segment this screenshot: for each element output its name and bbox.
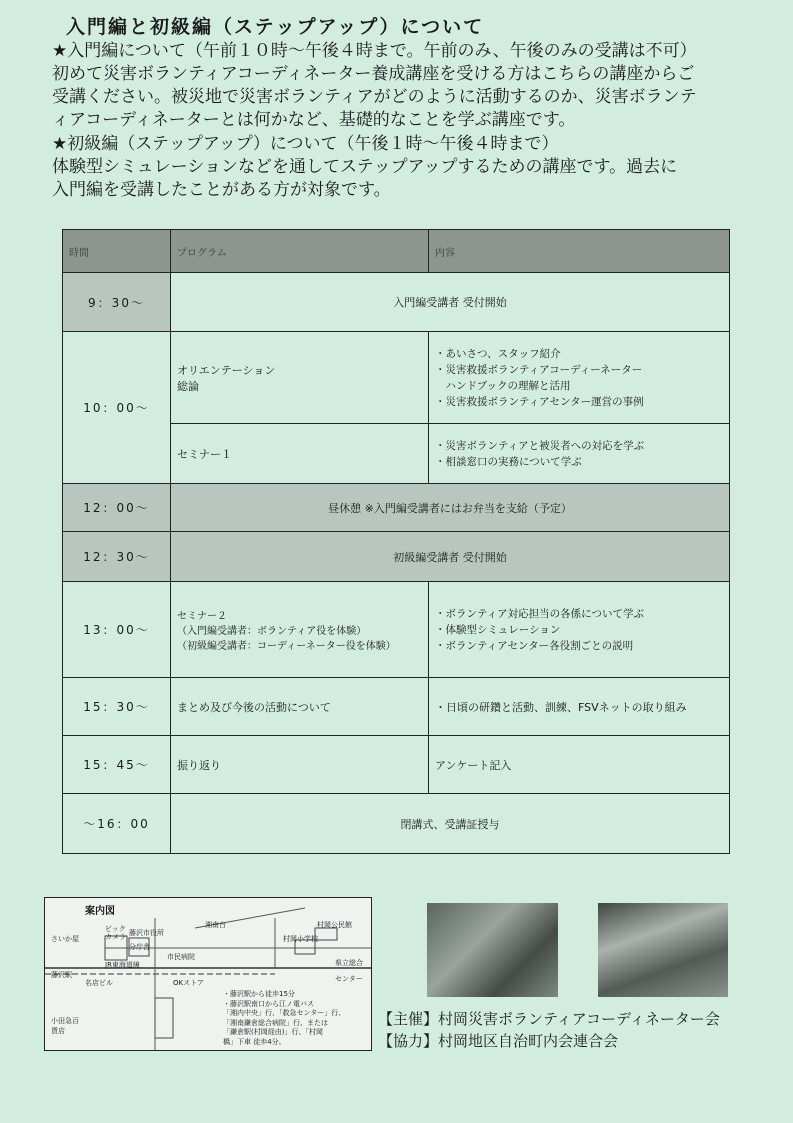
basic-course-text: 初めて災害ボランティアコーディネーター養成講座を受ける方はこちらの講座からご — [52, 64, 695, 84]
map-label: OKストア — [173, 979, 204, 987]
row-program: まとめ及び今後の活動について — [171, 678, 429, 736]
table-row — [63, 582, 730, 678]
map-label: 名店ビル — [85, 979, 113, 987]
basic-course-text: ィアコーディネーターとは何かなど、基礎的なことを学ぶ講座です。 — [52, 110, 576, 130]
row-time: 15：30～ — [63, 678, 171, 736]
basic-course-heading: ★入門編について（午前１０時～午後４時まで。午前のみ、午後のみの受講は不可） — [52, 41, 697, 61]
map-label: 県立総合 — [335, 959, 363, 967]
row-content — [429, 582, 730, 678]
map-label: さいか屋 — [51, 935, 79, 943]
content-item: ・ボランティア対応担当の各係について学ぶ — [435, 607, 644, 620]
row-time: 15：45～ — [63, 736, 171, 794]
program-line: 総論 — [177, 379, 199, 393]
table-row — [63, 484, 730, 532]
content-item: ・災害ボランティアと被災者への対応を学ぶ — [435, 439, 645, 452]
content-item: ・あいさつ、スタッフ紹介 — [435, 347, 561, 360]
row-content: アンケート記入 — [429, 736, 730, 794]
step-course-text: 体験型シミュレーションなどを通してステップアップするための講座です。過去に — [52, 157, 678, 177]
map-label: ビック — [105, 925, 126, 933]
map-label: センター — [335, 975, 363, 983]
program-line: （入門編受講者：ボランティア役を体験） — [177, 626, 367, 637]
map-label: 市民病院 — [167, 953, 195, 961]
map-label: 湘南台 — [205, 921, 226, 929]
map-directions — [223, 990, 369, 1047]
seminar-photo-1 — [427, 903, 558, 997]
content-item: ・災害救援ボランティアセンター運営の事例 — [435, 395, 644, 408]
row-time: 9：30～ — [63, 273, 171, 332]
seminar-photo-2 — [598, 903, 728, 997]
table-row — [63, 273, 730, 332]
content-item: ・災害救援ボランティアコーディーネーター — [435, 363, 643, 376]
content-item: ハンドブックの理解と活用 — [435, 379, 571, 392]
schedule-table — [62, 229, 730, 854]
map-title: 案内図 — [85, 906, 115, 917]
row-merged: 入門編受講者 受付開始 — [171, 273, 730, 332]
step-course-text: 入門編を受講したことがある方が対象です。 — [52, 180, 391, 200]
map-note: 橋」下車 徒歩4分。 — [223, 1037, 286, 1046]
header-content: 内容 — [429, 230, 730, 273]
map-label: 分庁舎 — [129, 943, 150, 951]
program-line: セミナー２ — [177, 611, 227, 622]
table-row — [63, 532, 730, 582]
row-merged: 昼休憩 ※入門編受講者にはお弁当を支給（予定） — [171, 484, 730, 532]
header-time: 時間 — [63, 230, 171, 273]
row-program — [171, 332, 429, 424]
map-label: JR東海道線 — [105, 961, 140, 969]
map-label: 藤沢駅 — [51, 971, 72, 979]
organizer-host: 【主催】村岡災害ボランティアコーディネーター会 — [378, 1010, 720, 1028]
row-content — [429, 424, 730, 484]
row-merged: 閉講式、受講証授与 — [171, 794, 730, 854]
row-program — [171, 582, 429, 678]
map-note: 「湘南鎌倉総合病院」行、または — [223, 1018, 328, 1027]
row-content — [429, 332, 730, 424]
table-row — [63, 678, 730, 736]
map-label: 小田急百貨店 — [51, 1017, 79, 1035]
row-time: 13：00～ — [63, 582, 171, 678]
step-course-heading: ★初級編（ステップアップ）について（午後１時～午後４時まで） — [52, 134, 559, 154]
row-merged: 初級編受講者 受付開始 — [171, 532, 730, 582]
table-row — [63, 736, 730, 794]
map-note: ・藤沢駅南口から江ノ電バス — [223, 999, 314, 1008]
row-content: ・日頃の研鑽と活動、訓練、FSVネットの取り組み — [429, 678, 730, 736]
map-label: カメラ — [105, 933, 126, 941]
map-label: 村岡公民館 — [317, 921, 352, 929]
content-item: ・相談窓口の実務について学ぶ — [435, 455, 582, 468]
map-label: 村岡小学校 — [283, 935, 318, 943]
row-program: セミナー１ — [171, 424, 429, 484]
map-note: 「湘内中央」行、「救急センター」行、 — [223, 1009, 346, 1017]
row-program: 振り返り — [171, 736, 429, 794]
header-program: プログラム — [171, 230, 429, 273]
row-time: 12：30～ — [63, 532, 171, 582]
table-row — [63, 794, 730, 854]
access-map — [44, 897, 372, 1051]
row-time: 12：00～ — [63, 484, 171, 532]
map-label: 藤沢市役所 — [129, 929, 164, 937]
page-heading: 入門編と初級編（ステップアップ）について — [66, 16, 485, 38]
row-time: ～16：00 — [63, 794, 171, 854]
table-header-row — [63, 230, 730, 273]
table-row — [63, 332, 730, 424]
basic-course-text: 受講ください。被災地で災害ボランティアがどのように活動するのか、災害ボランテ — [52, 87, 697, 107]
organizer-cooperation: 【協力】村岡地区自治町内会連合会 — [378, 1032, 619, 1050]
map-note: ・藤沢駅から徒歩15分 — [223, 990, 295, 998]
program-line: （初級編受講者：コーディーネーター役を体験） — [177, 641, 396, 652]
content-item: ・体験型シミュレーション — [435, 623, 561, 636]
content-item: ・ボランティアセンター各役割ごとの説明 — [435, 639, 634, 652]
map-note: 「鎌倉駅(村岡経由)」行、「村岡 — [223, 1028, 323, 1036]
row-time: 10：00～ — [63, 332, 171, 484]
program-line: オリエンテーション — [177, 363, 276, 377]
